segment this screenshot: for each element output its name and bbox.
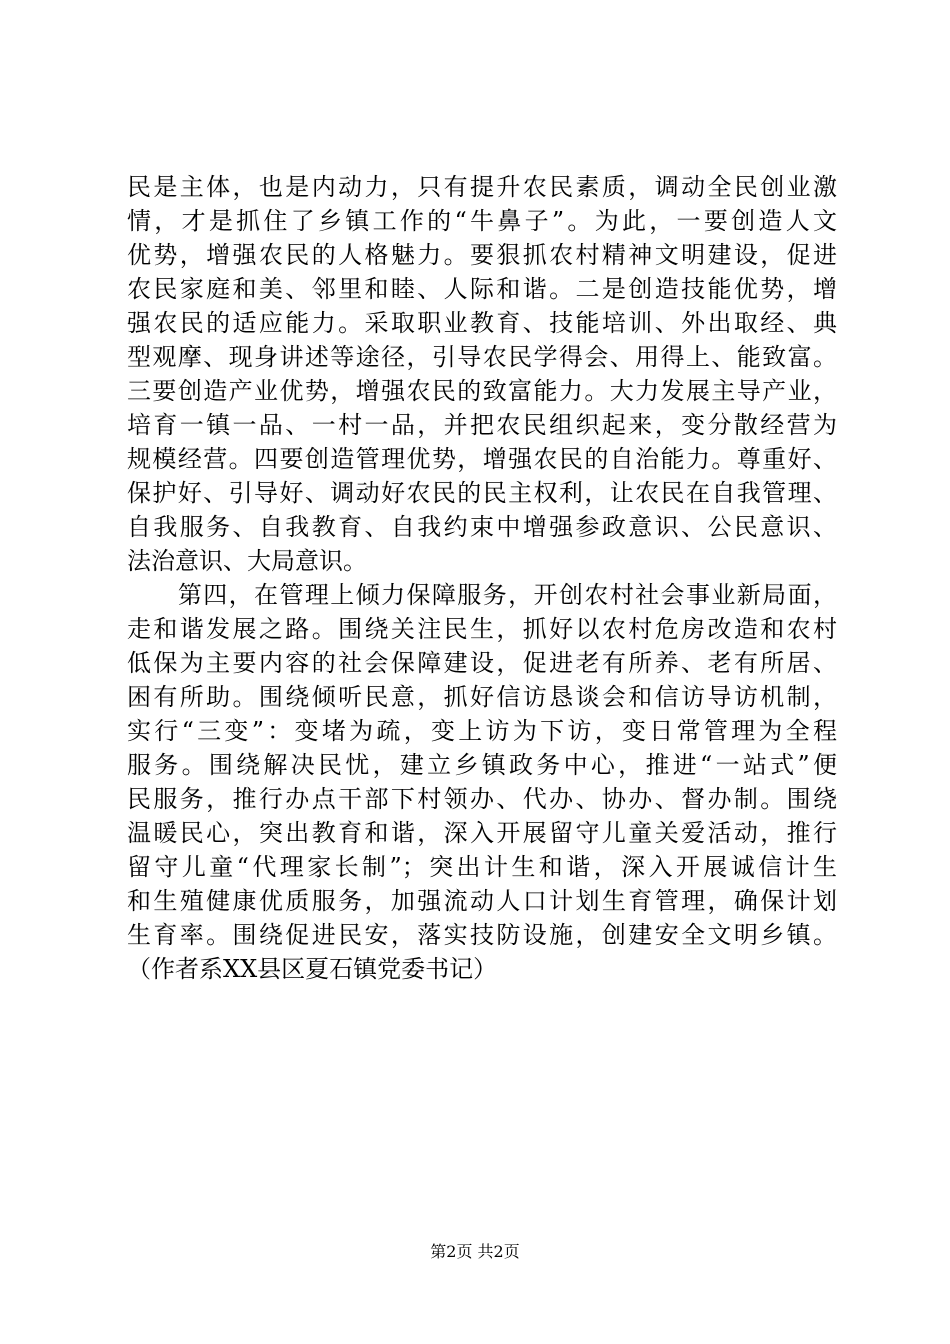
text-line: 生育率。围绕促进民安，落实技防设施，创建安全文明乡镇。	[127, 921, 837, 949]
text-line: 留守儿童“代理家长制”；突出计生和谐，深入开展诚信计生	[127, 853, 837, 881]
text-line: 低保为主要内容的社会保障建设，促进老有所养、老有所居、	[127, 649, 837, 677]
text-line: 农民家庭和美、邻里和睦、人际和谐。二是创造技能优势，增	[127, 275, 837, 303]
text-line: 和生殖健康优质服务，加强流动人口计划生育管理，确保计划	[127, 887, 837, 915]
text-line: 服务。围绕解决民忧，建立乡镇政务中心，推进“一站式”便	[127, 751, 837, 779]
text-line: 走和谐发展之路。围绕关注民生，抓好以农村危房改造和农村	[127, 615, 837, 643]
text-line: 民服务，推行办点干部下村领办、代办、协办、督办制。围绕	[127, 785, 837, 813]
text-line: 第四，在管理上倾力保障服务，开创农村社会事业新局面，	[127, 581, 837, 609]
text-line: 自我服务、自我教育、自我约束中增强参政意识、公民意识、	[127, 513, 837, 541]
text-line: 保护好、引导好、调动好农民的民主权利，让农民在自我管理、	[127, 479, 837, 507]
text-line: 培育一镇一品、一村一品，并把农民组织起来，变分散经营为	[127, 411, 837, 439]
page-footer: 第2页 共2页	[430, 1242, 520, 1261]
text-line: 情，才是抓住了乡镇工作的“牛鼻子”。为此，一要创造人文	[127, 207, 837, 235]
text-line: 实行“三变”：变堵为疏，变上访为下访，变日常管理为全程	[127, 717, 837, 745]
text-line: 三要创造产业优势，增强农民的致富能力。大力发展主导产业，	[127, 377, 837, 405]
text-line: 型观摩、现身讲述等途径，引导农民学得会、用得上、能致富。	[127, 343, 837, 371]
text-line: 温暖民心，突出教育和谐，深入开展留守儿童关爱活动，推行	[127, 819, 837, 847]
body-text	[127, 170, 837, 986]
text-line: 优势，增强农民的人格魅力。要狠抓农村精神文明建设，促进	[127, 241, 837, 269]
text-line: 困有所助。围绕倾听民意，抓好信访恳谈会和信访导访机制，	[127, 683, 837, 711]
text-line: 法治意识、大局意识。	[127, 547, 367, 575]
text-line: （作者系XX县区夏石镇党委书记）	[127, 955, 498, 983]
text-line: 民是主体，也是内动力，只有提升农民素质，调动全民创业激	[127, 173, 837, 201]
text-line: 规模经营。四要创造管理优势，增强农民的自治能力。尊重好、	[127, 445, 837, 473]
text-line: 强农民的适应能力。采取职业教育、技能培训、外出取经、典	[127, 309, 837, 337]
